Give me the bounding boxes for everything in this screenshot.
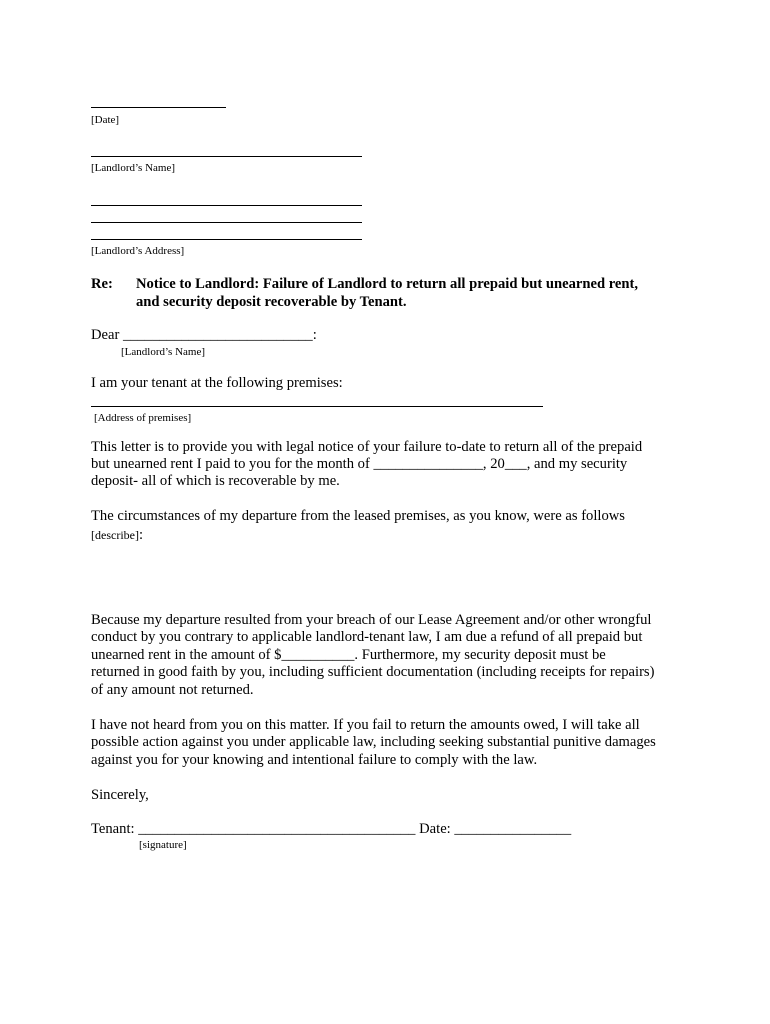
- date-label: [Date]: [91, 114, 120, 126]
- landlord-address-line-1[interactable]: [91, 205, 362, 206]
- signature-label: [signature]: [139, 839, 187, 851]
- closing: Sincerely,: [91, 787, 149, 803]
- premises-address-line[interactable]: [91, 406, 543, 407]
- premises-address-label: [Address of premises]: [94, 412, 192, 424]
- date-line[interactable]: [91, 107, 226, 108]
- paragraph2-line-2: conduct by you contrary to applicable landlord-tenant law, I am due a refund of all prepaid but: [91, 629, 643, 645]
- re-label: Re:: [91, 276, 113, 292]
- premises-intro: I am your tenant at the following premises:: [91, 375, 343, 391]
- landlord-address-line-2[interactable]: [91, 222, 362, 223]
- re-subject-line-1: Notice to Landlord: Failure of Landlord to return all prepaid but unearned rent,: [136, 276, 639, 292]
- describe-label: [describe]: [91, 528, 139, 542]
- paragraph2-line-3: unearned rent in the amount of $__________. Furthermore, my security deposit must be: [91, 647, 606, 663]
- salutation: Dear __________________________:: [91, 327, 317, 343]
- circumstances-line: The circumstances of my departure from the leased premises, as you know, were as follows: [91, 508, 625, 524]
- paragraph1-line-2: but unearned rent I paid to you for the month of _______________, 20___, and my security: [91, 456, 628, 472]
- paragraph2-line-5: of any amount not returned.: [91, 682, 254, 698]
- landlord-address-label: [Landlord’s Address]: [91, 245, 185, 257]
- landlord-address-line-3[interactable]: [91, 239, 362, 240]
- paragraph1-line-1: This letter is to provide you with legal notice of your failure to-date to return all of the prepaid: [91, 439, 643, 455]
- salutation-name-label: [Landlord’s Name]: [121, 346, 205, 358]
- circumstances-describe: [91, 526, 143, 544]
- landlord-name-line[interactable]: [91, 156, 362, 157]
- paragraph2-line-1: Because my departure resulted from your breach of our Lease Agreement and/or other wrongful: [91, 612, 652, 628]
- paragraph3-line-1: I have not heard from you on this matter. If you fail to return the amounts owed, I will take all: [91, 717, 640, 733]
- paragraph3-line-2: possible action against you under applicable law, including seeking substantial punitive damages: [91, 734, 656, 750]
- landlord-name-label: [Landlord’s Name]: [91, 162, 175, 174]
- describe-colon: :: [138, 527, 144, 543]
- paragraph1-line-3: deposit- all of which is recoverable by me.: [91, 473, 340, 489]
- re-subject-line-2: and security deposit recoverable by Tenant.: [136, 294, 407, 310]
- paragraph2-line-4: returned in good faith by you, including sufficient documentation (including receipts for repairs): [91, 664, 655, 680]
- signature-line[interactable]: Tenant: ______________________________________ Date: ________________: [91, 821, 572, 837]
- paragraph3-line-3: against you for your knowing and intentional failure to comply with the law.: [91, 752, 538, 768]
